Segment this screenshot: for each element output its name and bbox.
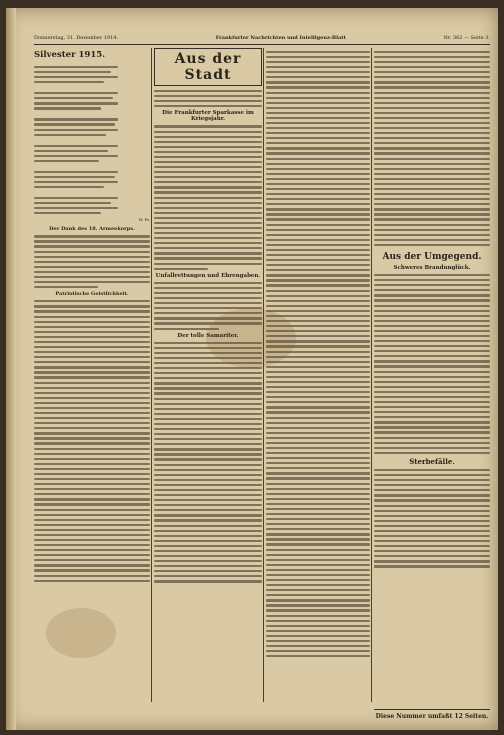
article-body <box>266 51 370 657</box>
newspaper-page <box>6 8 498 730</box>
article-heading: Unfallrettungen und Ehrengaben. <box>155 272 261 279</box>
poem-body <box>34 66 150 214</box>
column-2 <box>154 48 262 702</box>
article-body <box>374 51 490 246</box>
article-body <box>374 274 490 454</box>
column-1 <box>34 48 150 702</box>
article-body <box>154 282 262 330</box>
column-4 <box>374 48 490 702</box>
poem-signature: W. Pr. <box>138 217 150 223</box>
column-rule <box>263 48 264 702</box>
article-heading: Die Frankfurter Sparkasse im Kriegsjahr. <box>162 110 254 123</box>
article-body <box>34 300 150 581</box>
header-masthead: Frankfurter Nachrichten und Intelligenz-Blatt <box>215 35 346 41</box>
column-rule <box>371 48 372 702</box>
article-heading: Patriotische Geistlichkeit. <box>55 291 129 298</box>
poem-title: Silvester 1915. <box>34 50 106 60</box>
article-body <box>154 125 262 269</box>
page-edge <box>6 8 16 730</box>
header-date: Donnerstag, 31. Dezember 1914. <box>34 35 119 41</box>
article-heading: Sterbefälle. <box>409 456 455 466</box>
column-rule <box>151 48 152 702</box>
article-heading: Der tolle Samariter. <box>177 332 239 339</box>
article-body <box>34 235 150 288</box>
section-headline: Aus der Umgegend. <box>382 252 482 263</box>
article-heading: Der Dank des 18. Armeekorps. <box>49 226 135 233</box>
section-headline: Aus der Stadt <box>154 48 262 86</box>
article-body <box>154 90 262 107</box>
page-header <box>34 32 490 45</box>
page-count-note: Diese Nummer umfaßt 12 Seiten. <box>374 709 490 720</box>
article-body <box>154 342 262 583</box>
column-3 <box>266 48 370 702</box>
obituary-list <box>374 469 490 568</box>
header-page-number: Nr. 362 — Seite 3. <box>443 35 490 41</box>
article-heading: Schweres Brandunglück. <box>393 265 471 272</box>
